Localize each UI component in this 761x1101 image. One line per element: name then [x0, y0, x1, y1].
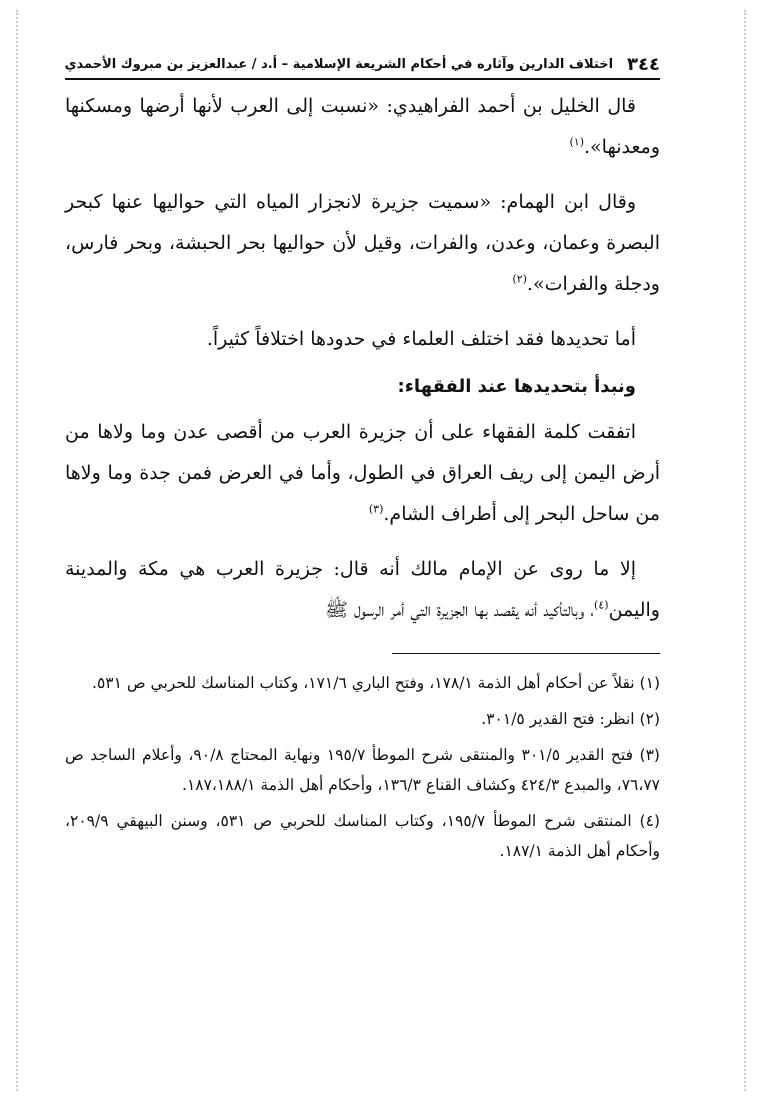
footnote-2 — [65, 704, 660, 734]
document-page — [65, 55, 660, 872]
footnote-ref-4: (٤) — [594, 598, 609, 612]
footnote-2-text: انظر: فتح القدير ٣٠١/٥. — [481, 710, 635, 728]
footnote-2-number: (٢) — [639, 710, 660, 728]
scan-edge-dots-left — [16, 10, 18, 1091]
footnote-1 — [65, 668, 660, 698]
paragraph-5-text-b: ، وبالتأكيد أنه يقصد بها الجزيرة التي أمر الرسول ﷺ — [325, 599, 595, 621]
paragraph-5 — [65, 549, 660, 631]
footnotes — [65, 668, 660, 866]
footnote-1-number: (١) — [639, 674, 660, 692]
paragraph-1-text: قال الخليل بن أحمد الفراهيدي: «نسبت إلى العرب لأنها أرضها ومسكنها ومعدنها». — [65, 95, 660, 158]
running-header — [65, 55, 660, 80]
footnote-ref-2: (٢) — [512, 272, 527, 286]
footnote-3 — [65, 740, 660, 800]
paragraph-1 — [65, 86, 660, 168]
footnote-ref-3: (٣) — [368, 502, 384, 516]
footnote-3-text: فتح القدير ٣٠١/٥ والمنتقى شرح الموطأ ١٩٥/٧ ونهاية المحتاج ٩٠/٨، وأعلام الساجد ص ٧٦،٧٧، والمبدع ٤٢٤/٣ وكشاف القناع ١٣٦/٣، وأحكام أهل الذمة ١٨٧،١٨٨/١. — [65, 746, 660, 794]
scan-edge-dots-right — [744, 10, 746, 1091]
footnote-separator — [392, 653, 660, 654]
section-heading: ونبدأ بتحديدها عند الفقهاء: — [397, 376, 636, 397]
page-number: ٣٤٤ — [627, 54, 660, 75]
running-title: اختلاف الدارين وآثاره في أحكام الشريعة الإسلامية – أ.د / عبدالعزيز بن مبروك الأحمدي — [64, 57, 614, 72]
footnote-4 — [65, 806, 660, 866]
footnote-1-text: نقلاً عن أحكام أهل الذمة ١٧٨/١، وفتح الباري ١٧١/٦، وكتاب المناسك للحربي ص ٥٣١. — [92, 674, 635, 692]
footnote-4-text: المنتقى شرح الموطأ ١٩٥/٧، وكتاب المناسك للحربي ص ٥٣١، وسنن البيهقي ٢٠٩/٩، وأحكام أهل الذمة ١٨٧/١. — [65, 812, 660, 860]
footnote-3-number: (٣) — [639, 746, 660, 764]
paragraph-5-text-a: إلا ما روى عن الإمام مالك أنه قال: جزيرة العرب هي مكة والمدينة واليمن — [65, 558, 660, 621]
paragraph-4-text: اتفقت كلمة الفقهاء على أن جزيرة العرب من أقصى عدن وما ولاها من أرض اليمن إلى ريف العراق في الطول، وأما في العرض فمن جدة وما ولاها من ساحل البحر إلى أطراف الشام. — [65, 421, 660, 525]
body-text — [65, 86, 660, 631]
paragraph-3 — [65, 319, 660, 360]
footnote-ref-1: (١) — [569, 135, 584, 149]
footnote-4-number: (٤) — [639, 812, 660, 830]
paragraph-3-text: أما تحديدها فقد اختلف العلماء في حدودها اختلافاً كثيراً. — [206, 328, 636, 350]
paragraph-2 — [65, 182, 660, 305]
paragraph-4 — [65, 412, 660, 535]
paragraph-2-text: وقال ابن الهمام: «سميت جزيرة لانجزار المياه التي حواليها عنها كبحر البصرة وعمان، وعدن، والفرات، وقيل لأن حواليها بحر الحبشة، وبحر فارس، ودجلة والفرات». — [65, 191, 660, 295]
